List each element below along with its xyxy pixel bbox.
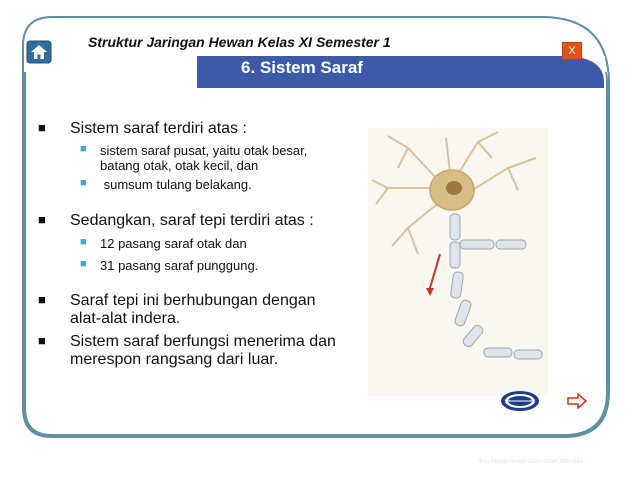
sub-bullet-marker: ■ — [80, 177, 87, 189]
publisher-logo — [500, 390, 540, 412]
list-item: Sistem saraf terdiri atas : — [70, 120, 247, 137]
bullet-marker: ■ — [38, 212, 46, 227]
bullet-marker: ■ — [38, 333, 46, 348]
list-item: Sedangkan, saraf tepi terdiri atas : — [70, 212, 314, 229]
sub-list-item: 31 pasang saraf punggung. — [100, 258, 259, 273]
next-arrow-icon — [566, 393, 588, 409]
sub-list-item: 12 pasang saraf otak dan — [100, 236, 247, 251]
header-title: Struktur Jaringan Hewan Kelas XI Semester 1 — [88, 34, 391, 50]
bullet-marker: ■ — [38, 120, 46, 135]
slide-title: 6. Sistem Saraf — [241, 58, 363, 77]
sub-list-item: sistem saraf pusat, yaitu otak besar, batang otak, otak kecil, dan — [100, 143, 308, 173]
sub-bullet-marker: ■ — [80, 236, 87, 248]
bullet-marker: ■ — [38, 292, 46, 307]
home-icon — [26, 40, 52, 64]
sub-list-item: sumsum tulang belakang. — [100, 177, 252, 192]
list-item: Sistem saraf berfungsi menerima dan merespon rangsang dari luar. — [70, 333, 336, 368]
list-item: Saraf tepi ini berhubungan dengan alat-alat indera. — [70, 292, 316, 327]
home-button[interactable] — [26, 40, 52, 64]
neuron-illustration — [368, 128, 548, 396]
next-button[interactable] — [566, 393, 588, 409]
sub-bullet-marker: ■ — [80, 258, 87, 270]
sub-bullet-marker: ■ — [80, 143, 87, 155]
close-button[interactable]: X — [562, 42, 582, 60]
footer-text: Ilmu Pengetahuan Alam untuk SMA/MA — [478, 459, 584, 465]
